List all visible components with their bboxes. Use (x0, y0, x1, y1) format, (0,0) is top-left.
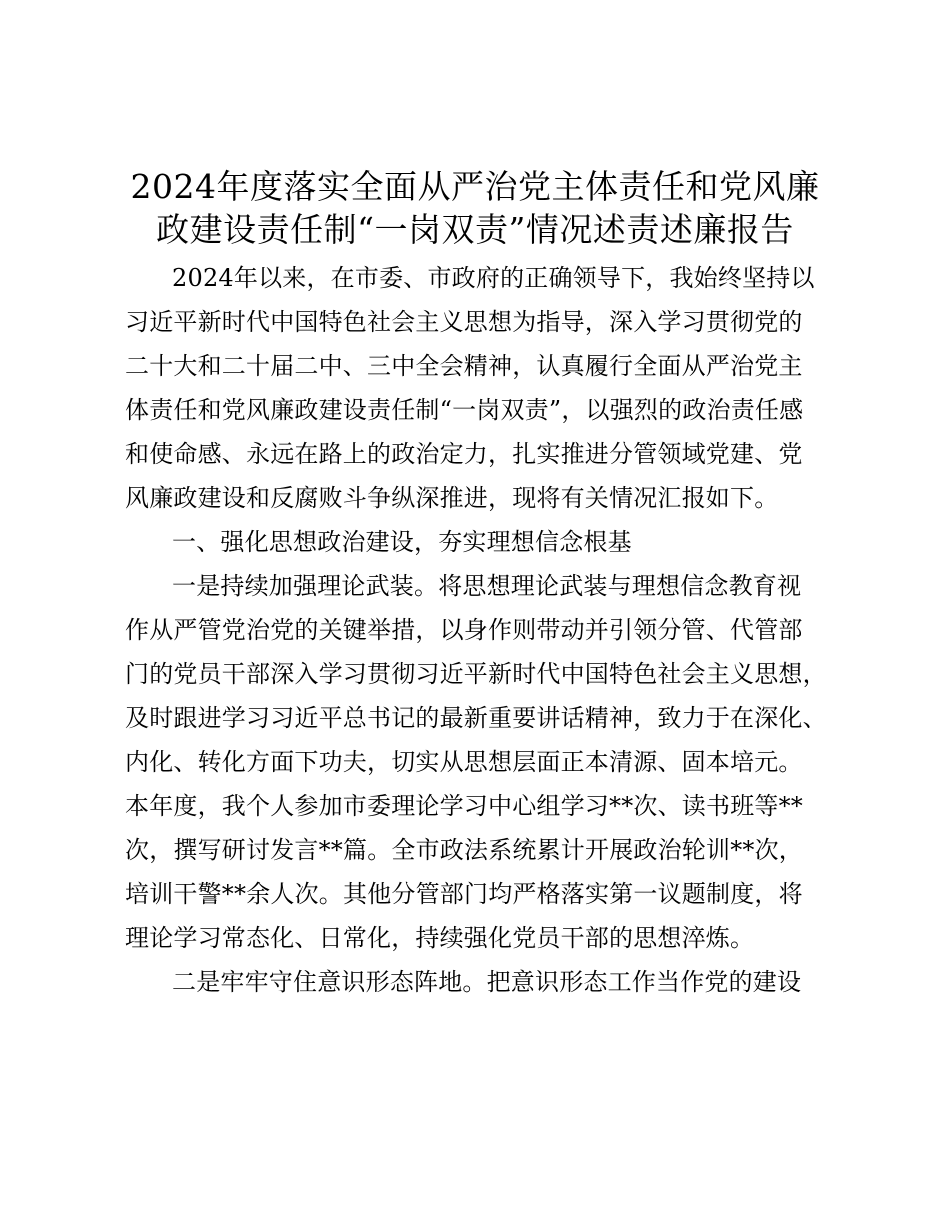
paragraph-theory-line: 一是持续加强理论武装。将思想理论武装与理想信念教育视 (172, 572, 802, 600)
paragraph-intro-line: 风廉政建设和反腐败斗争纵深推进，现将有关情况汇报如下。 (125, 484, 779, 512)
section-heading-1: 一、强化思想政治建设，夯实理想信念根基 (172, 528, 632, 556)
paragraph-theory-line: 内化、转化方面下功夫，切实从思想层面正本清源、固本培元。 (125, 748, 803, 776)
paragraph-intro-line: 二十大和二十届二中、三中全会精神，认真履行全面从严治党主 (125, 352, 803, 380)
paragraph-intro-line: 习近平新时代中国特色社会主义思想为指导，深入学习贯彻党的 (125, 308, 803, 336)
paragraph-intro-line: 和使命感、永远在路上的政治定力，扎实推进分管领域党建、党 (125, 440, 803, 468)
paragraph-theory-line: 及时跟进学习习近平总书记的最新重要讲话精神，致力于在深化、 (125, 704, 827, 732)
paragraph-intro-line: 2024年以来，在市委、市政府的正确领导下，我始终坚持以 (172, 264, 815, 292)
document-title-line-2: 政建设责任制“一岗双责”情况述责述廉报告 (156, 210, 794, 249)
paragraph-theory-line: 理论学习常态化、日常化，持续强化党员干部的思想淬炼。 (125, 924, 755, 952)
paragraph-ideology-line: 二是牢牢守住意识形态阵地。把意识形态工作当作党的建设 (172, 968, 802, 996)
paragraph-theory-line: 作从严管党治党的关键举措，以身作则带动并引领分管、代管部 (125, 616, 803, 644)
document-title-line-1: 2024年度落实全面从严治党主体责任和党风廉 (130, 167, 820, 206)
paragraph-theory-line: 本年度，我个人参加市委理论学习中心组学习**次、读书班等** (125, 792, 803, 820)
paragraph-theory-line: 培训干警**余人次。其他分管部门均严格落实第一议题制度，将 (125, 880, 803, 908)
paragraph-theory-line: 门的党员干部深入学习贯彻习近平新时代中国特色社会主义思想， (125, 660, 827, 688)
paragraph-intro-line: 体责任和党风廉政建设责任制“一岗双责”，以强烈的政治责任感 (125, 396, 804, 424)
paragraph-theory-line: 次，撰写研讨发言**篇。全市政法系统累计开展政治轮训**次， (125, 836, 803, 864)
